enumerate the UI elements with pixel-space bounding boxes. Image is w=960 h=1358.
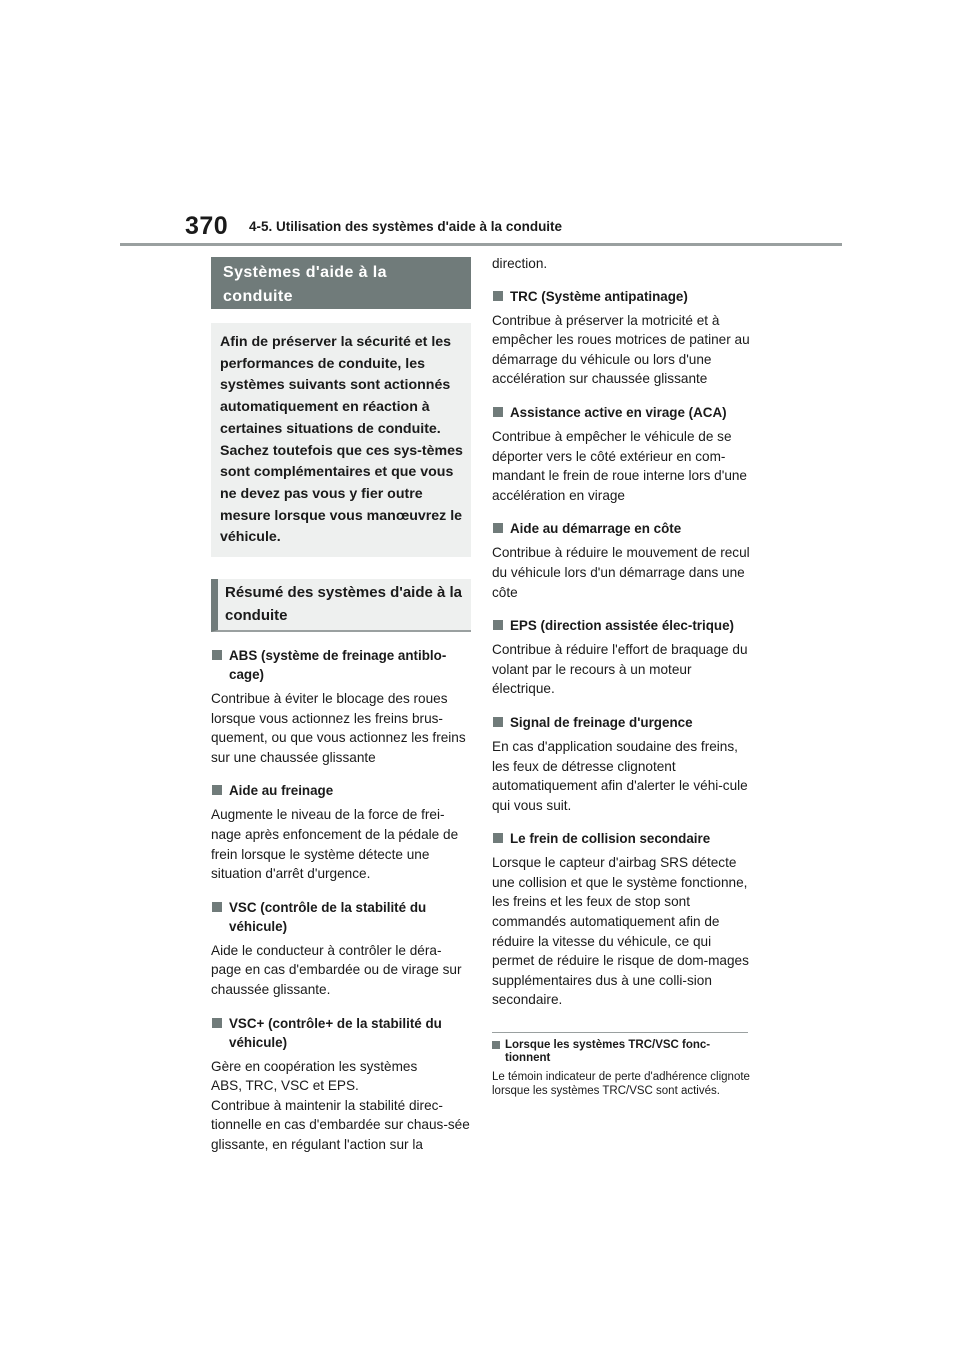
item-description: Contribue à empêcher le véhicule de se déporter vers le côté extérieur en com-mandant le frein de roue interne lors d'une accélération en virage xyxy=(492,428,747,503)
list-item xyxy=(492,616,752,699)
list-item xyxy=(492,287,752,389)
item-description: Gère en coopération les systèmes ABS, TRC, VSC et EPS. Contribue à maintenir la stabilité direc-tionnelle en cas d'embardée sur chaus-sée glissante, en régulant l'action sur la xyxy=(211,1058,470,1152)
square-bullet-icon xyxy=(493,833,503,843)
item-title: Assistance active en virage (ACA) xyxy=(492,403,752,422)
item-description: Contribue à éviter le blocage des roues lorsque vous actionnez les freins brus-quement, ou que vous actionnez les freins sur une chaussée glissante xyxy=(211,691,466,765)
note-divider xyxy=(492,1032,748,1033)
list-item xyxy=(492,829,752,1010)
list-item xyxy=(211,781,471,883)
square-bullet-icon xyxy=(493,407,503,417)
list-item xyxy=(492,713,752,815)
item-description: Contribue à préserver la motricité et à empêcher les roues motrices de patiner au démarrage du véhicule ou lors d'une accélération sur chaussée glissante xyxy=(492,312,750,387)
note-body: Le témoin indicateur de perte d'adhérence clignote lorsque les systèmes TRC/VSC sont activés. xyxy=(492,1071,750,1098)
square-bullet-icon xyxy=(493,717,503,727)
item-description: Contribue à réduire le mouvement de recul du véhicule lors d'un démarrage dans une côte xyxy=(492,545,750,600)
intro-box: Afin de préserver la sécurité et les performances de conduite, les systèmes suivants sont actionnés automatiquement en réaction à certaines situations de conduite. Sachez toutefois que ces sys-tèmes sont complémentaires et que vous ne devez pas vous y fier outre mesure lorsque vous manœuvrez le véhicule. xyxy=(211,323,471,557)
item-description: Augmente le niveau de la force de frei-nage après enfoncement de la pédale de frein lorsque le système détecte une situation d'arrêt d'urgence. xyxy=(211,807,459,882)
square-bullet-icon xyxy=(212,650,222,660)
item-title: EPS (direction assistée élec-trique) xyxy=(492,616,752,635)
item-title: TRC (Système antipatinage) xyxy=(492,287,752,306)
item-title: Aide au freinage xyxy=(211,781,471,800)
list-item xyxy=(211,1014,471,1155)
item-title: Aide au démarrage en côte xyxy=(492,519,752,538)
continued-text: direction. xyxy=(492,256,548,271)
item-description: Aide le conducteur à contrôler le déra-page en cas d'embardée ou de virage sur chaussée glissante. xyxy=(211,942,462,997)
square-bullet-icon xyxy=(493,523,503,533)
page-number: 370 xyxy=(185,212,229,240)
item-description: En cas d'application soudaine des freins, les feux de détresse clignotent automatiquement afin d'alerter le véhi-cule qui vous suit. xyxy=(492,738,748,813)
item-title: Signal de freinage d'urgence xyxy=(492,713,752,732)
square-bullet-icon xyxy=(492,1041,500,1049)
list-item xyxy=(492,403,752,505)
chapter-title: 4-5. Utilisation des systèmes d'aide à la conduite xyxy=(249,219,563,234)
square-bullet-icon xyxy=(212,1018,222,1028)
item-title: VSC+ (contrôle+ de la stabilité du véhicule) xyxy=(211,1014,471,1052)
square-bullet-icon xyxy=(493,620,503,630)
list-item xyxy=(211,646,471,767)
list-item xyxy=(211,898,471,1000)
left-item-list xyxy=(211,646,471,1155)
header-rule xyxy=(120,243,842,246)
left-column xyxy=(211,257,471,1169)
item-title: VSC (contrôle de la stabilité du véhicule) xyxy=(211,898,471,936)
square-bullet-icon xyxy=(212,902,222,912)
note xyxy=(492,1039,752,1098)
note-title: Lorsque les systèmes TRC/VSC fonc-tionnent xyxy=(492,1039,752,1065)
summary-heading: Résumé des systèmes d'aide à la conduite xyxy=(211,579,471,632)
item-description: Contribue à réduire l'effort de braquage du volant par le recours à un moteur électrique. xyxy=(492,642,748,697)
section-title: Systèmes d'aide à la conduite xyxy=(211,257,471,309)
square-bullet-icon xyxy=(493,291,503,301)
right-column xyxy=(492,254,752,1098)
item-description: Lorsque le capteur d'airbag SRS détecte une collision et que le système fonctionne, les freins et les feux de stop sont commandés automatiquement afin de réduire la vitesse du véhicule, ce qui permet de réduire le risque de dom-mages supplémentaires dus à une colli-sion secondaire. xyxy=(492,855,749,1008)
item-title: ABS (système de freinage antiblo-cage) xyxy=(211,646,471,684)
item-title: Le frein de collision secondaire xyxy=(492,829,752,848)
list-item xyxy=(492,519,752,602)
square-bullet-icon xyxy=(212,785,222,795)
